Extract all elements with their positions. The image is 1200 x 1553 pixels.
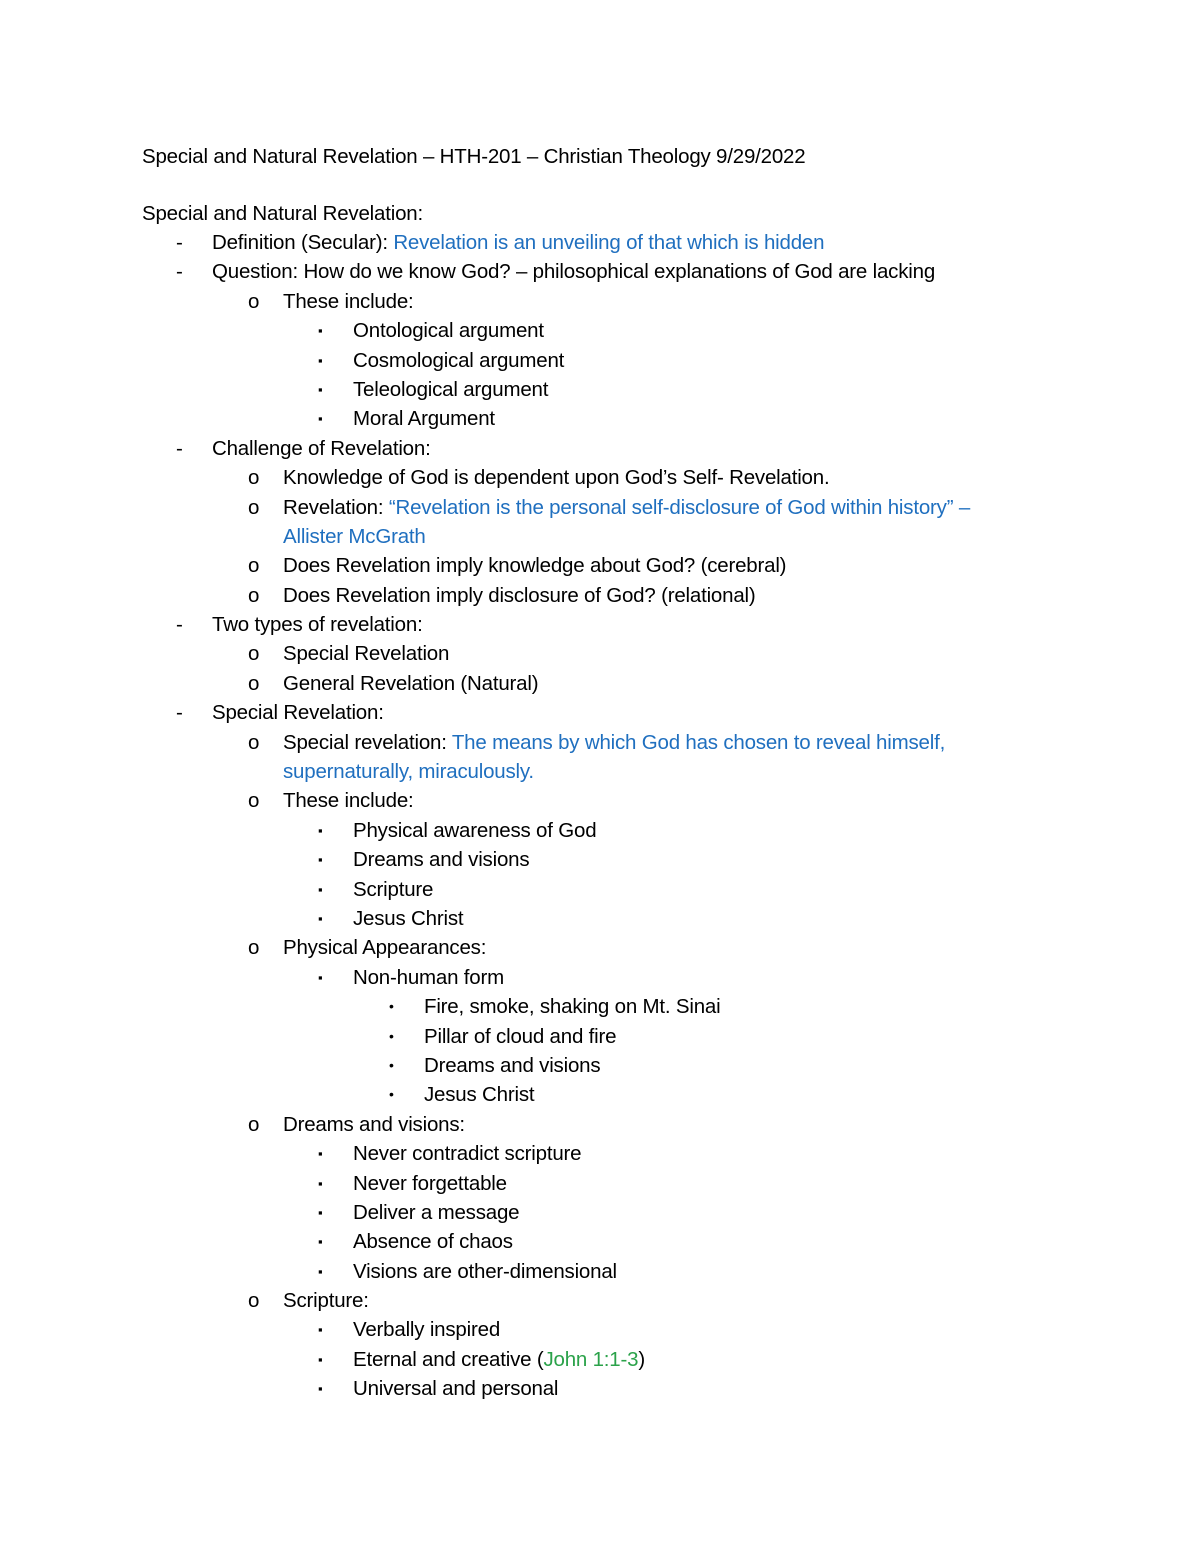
list-item-text: Question: How do we know God? – philosophical explanations of God are lacking (212, 260, 936, 284)
list-item (0, 375, 1200, 404)
list-item-text-end: ) (638, 1347, 645, 1371)
list-item (0, 1315, 1200, 1344)
list-item (0, 1051, 1200, 1080)
list-item (0, 463, 1200, 492)
list-item (0, 845, 1200, 874)
highlighted-quote-author: Allister McGrath (283, 524, 426, 548)
list-item-text: Eternal and creative ( (353, 1347, 544, 1371)
list-item (0, 1257, 1200, 1286)
list-item-text: Jesus Christ (353, 906, 464, 930)
square-bullet-icon: ▪ (318, 1175, 323, 1191)
square-bullet-icon: ▪ (318, 1146, 323, 1162)
highlighted-definition: The means by which God has chosen to reveal himself, (451, 730, 946, 754)
circle-marker: o (248, 495, 260, 519)
square-bullet-icon: ▪ (318, 969, 323, 985)
list-item (0, 1139, 1200, 1168)
round-bullet-icon: • (389, 1027, 394, 1044)
circle-marker: o (248, 1112, 260, 1136)
list-item-text: Dreams and visions (353, 848, 530, 872)
list-item (0, 1169, 1200, 1198)
list-item-text: Dreams and visions (424, 1053, 601, 1077)
outline-list (0, 228, 1200, 1404)
list-item-text: Non-human form (353, 965, 505, 989)
list-item (0, 257, 1200, 286)
list-item (0, 1198, 1200, 1227)
list-item-text: Special Revelation: (212, 701, 384, 725)
dash-marker: - (176, 613, 183, 637)
list-item-text: Teleological argument (353, 377, 549, 401)
list-item-text: Revelation: (283, 495, 389, 519)
circle-marker: o (248, 289, 260, 313)
list-item-text: Visions are other-dimensional (353, 1259, 617, 1283)
highlighted-definition: Revelation is an unveiling of that which is hidden (393, 231, 825, 254)
list-item (0, 639, 1200, 668)
square-bullet-icon: ▪ (318, 1204, 323, 1220)
list-item-text: These include: (283, 289, 414, 313)
list-item (0, 1080, 1200, 1109)
list-item (0, 493, 1200, 522)
list-item (0, 875, 1200, 904)
round-bullet-icon: • (389, 998, 394, 1015)
list-item (0, 963, 1200, 992)
list-item-text: Knowledge of God is dependent upon God’s Self- Revelation. (283, 466, 830, 490)
dash-marker: - (176, 436, 183, 460)
highlighted-definition: supernaturally, miraculously. (283, 760, 534, 784)
list-item-text: These include: (283, 789, 414, 813)
list-item (0, 610, 1200, 639)
circle-marker: o (248, 466, 260, 490)
list-item (0, 816, 1200, 845)
list-item (0, 316, 1200, 345)
section-heading: Special and Natural Revelation: (142, 202, 423, 225)
list-item-text: Absence of chaos (353, 1230, 513, 1254)
square-bullet-icon: ▪ (318, 352, 323, 368)
square-bullet-icon: ▪ (318, 411, 323, 427)
scripture-reference: John 1:1-3 (543, 1347, 639, 1371)
dash-marker: - (176, 701, 183, 725)
list-item (0, 698, 1200, 727)
list-item-text: Scripture: (283, 1289, 369, 1313)
list-item (0, 434, 1200, 463)
dash-marker: - (176, 260, 183, 284)
list-item-text: Fire, smoke, shaking on Mt. Sinai (424, 995, 721, 1019)
list-item (0, 1022, 1200, 1051)
list-item-text: Moral Argument (353, 407, 495, 431)
square-bullet-icon: ▪ (318, 1234, 323, 1250)
list-item-text: Physical Appearances: (283, 936, 487, 960)
list-item (0, 904, 1200, 933)
square-bullet-icon: ▪ (318, 822, 323, 838)
list-item-continuation (0, 522, 1200, 551)
circle-marker: o (248, 671, 260, 695)
circle-marker: o (248, 554, 260, 578)
list-item-text: Never forgettable (353, 1171, 507, 1195)
list-item-text: Verbally inspired (353, 1318, 501, 1342)
list-item (0, 1110, 1200, 1139)
round-bullet-icon: • (389, 1086, 394, 1103)
list-item (0, 1345, 1200, 1374)
list-item-text: Does Revelation imply knowledge about God? (cerebral) (283, 554, 787, 578)
list-item-continuation (0, 757, 1200, 786)
list-item-text: Never contradict scripture (353, 1142, 582, 1166)
list-item-text: Scripture (353, 877, 434, 901)
list-item-text: Ontological argument (353, 319, 544, 343)
list-item (0, 228, 1200, 257)
highlighted-quote: “Revelation is the personal self-disclosure of God within history” – (388, 495, 971, 519)
list-item-text: Jesus Christ (424, 1083, 535, 1107)
square-bullet-icon: ▪ (318, 1263, 323, 1279)
list-item-text: Special Revelation (283, 642, 450, 666)
dash-marker: - (176, 231, 183, 254)
square-bullet-icon: ▪ (318, 1322, 323, 1338)
list-item-text: Deliver a message (353, 1200, 520, 1224)
list-item-text: Universal and personal (353, 1377, 559, 1401)
square-bullet-icon: ▪ (318, 1381, 323, 1397)
list-item-text: General Revelation (Natural) (283, 671, 539, 695)
circle-marker: o (248, 789, 260, 813)
list-item (0, 669, 1200, 698)
document-title: Special and Natural Revelation – HTH-201 – Christian Theology 9/29/2022 (142, 145, 806, 168)
square-bullet-icon: ▪ (318, 381, 323, 397)
circle-marker: o (248, 936, 260, 960)
list-item (0, 1227, 1200, 1256)
list-item (0, 581, 1200, 610)
square-bullet-icon: ▪ (318, 1351, 323, 1367)
circle-marker: o (248, 642, 260, 666)
list-item-text: Challenge of Revelation: (212, 436, 431, 460)
list-item (0, 786, 1200, 815)
list-item-text: Definition (Secular): (212, 231, 394, 254)
square-bullet-icon: ▪ (318, 852, 323, 868)
square-bullet-icon: ▪ (318, 910, 323, 926)
list-item (0, 933, 1200, 962)
list-item-text: Two types of revelation: (212, 613, 423, 637)
list-item-text: Special revelation: (283, 730, 452, 754)
list-item-text: Cosmological argument (353, 348, 565, 372)
list-item (0, 992, 1200, 1021)
list-item (0, 404, 1200, 433)
list-item (0, 287, 1200, 316)
circle-marker: o (248, 1289, 260, 1313)
list-item (0, 346, 1200, 375)
circle-marker: o (248, 583, 260, 607)
list-item (0, 551, 1200, 580)
square-bullet-icon: ▪ (318, 881, 323, 897)
list-item (0, 1374, 1200, 1403)
list-item (0, 1286, 1200, 1315)
list-item-text: Pillar of cloud and fire (424, 1024, 617, 1048)
list-item-text: Dreams and visions: (283, 1112, 465, 1136)
square-bullet-icon: ▪ (318, 323, 323, 339)
round-bullet-icon: • (389, 1056, 394, 1073)
list-item (0, 728, 1200, 757)
list-item-text: Physical awareness of God (353, 818, 597, 842)
circle-marker: o (248, 730, 260, 754)
list-item-text: Does Revelation imply disclosure of God? (relational) (283, 583, 756, 607)
